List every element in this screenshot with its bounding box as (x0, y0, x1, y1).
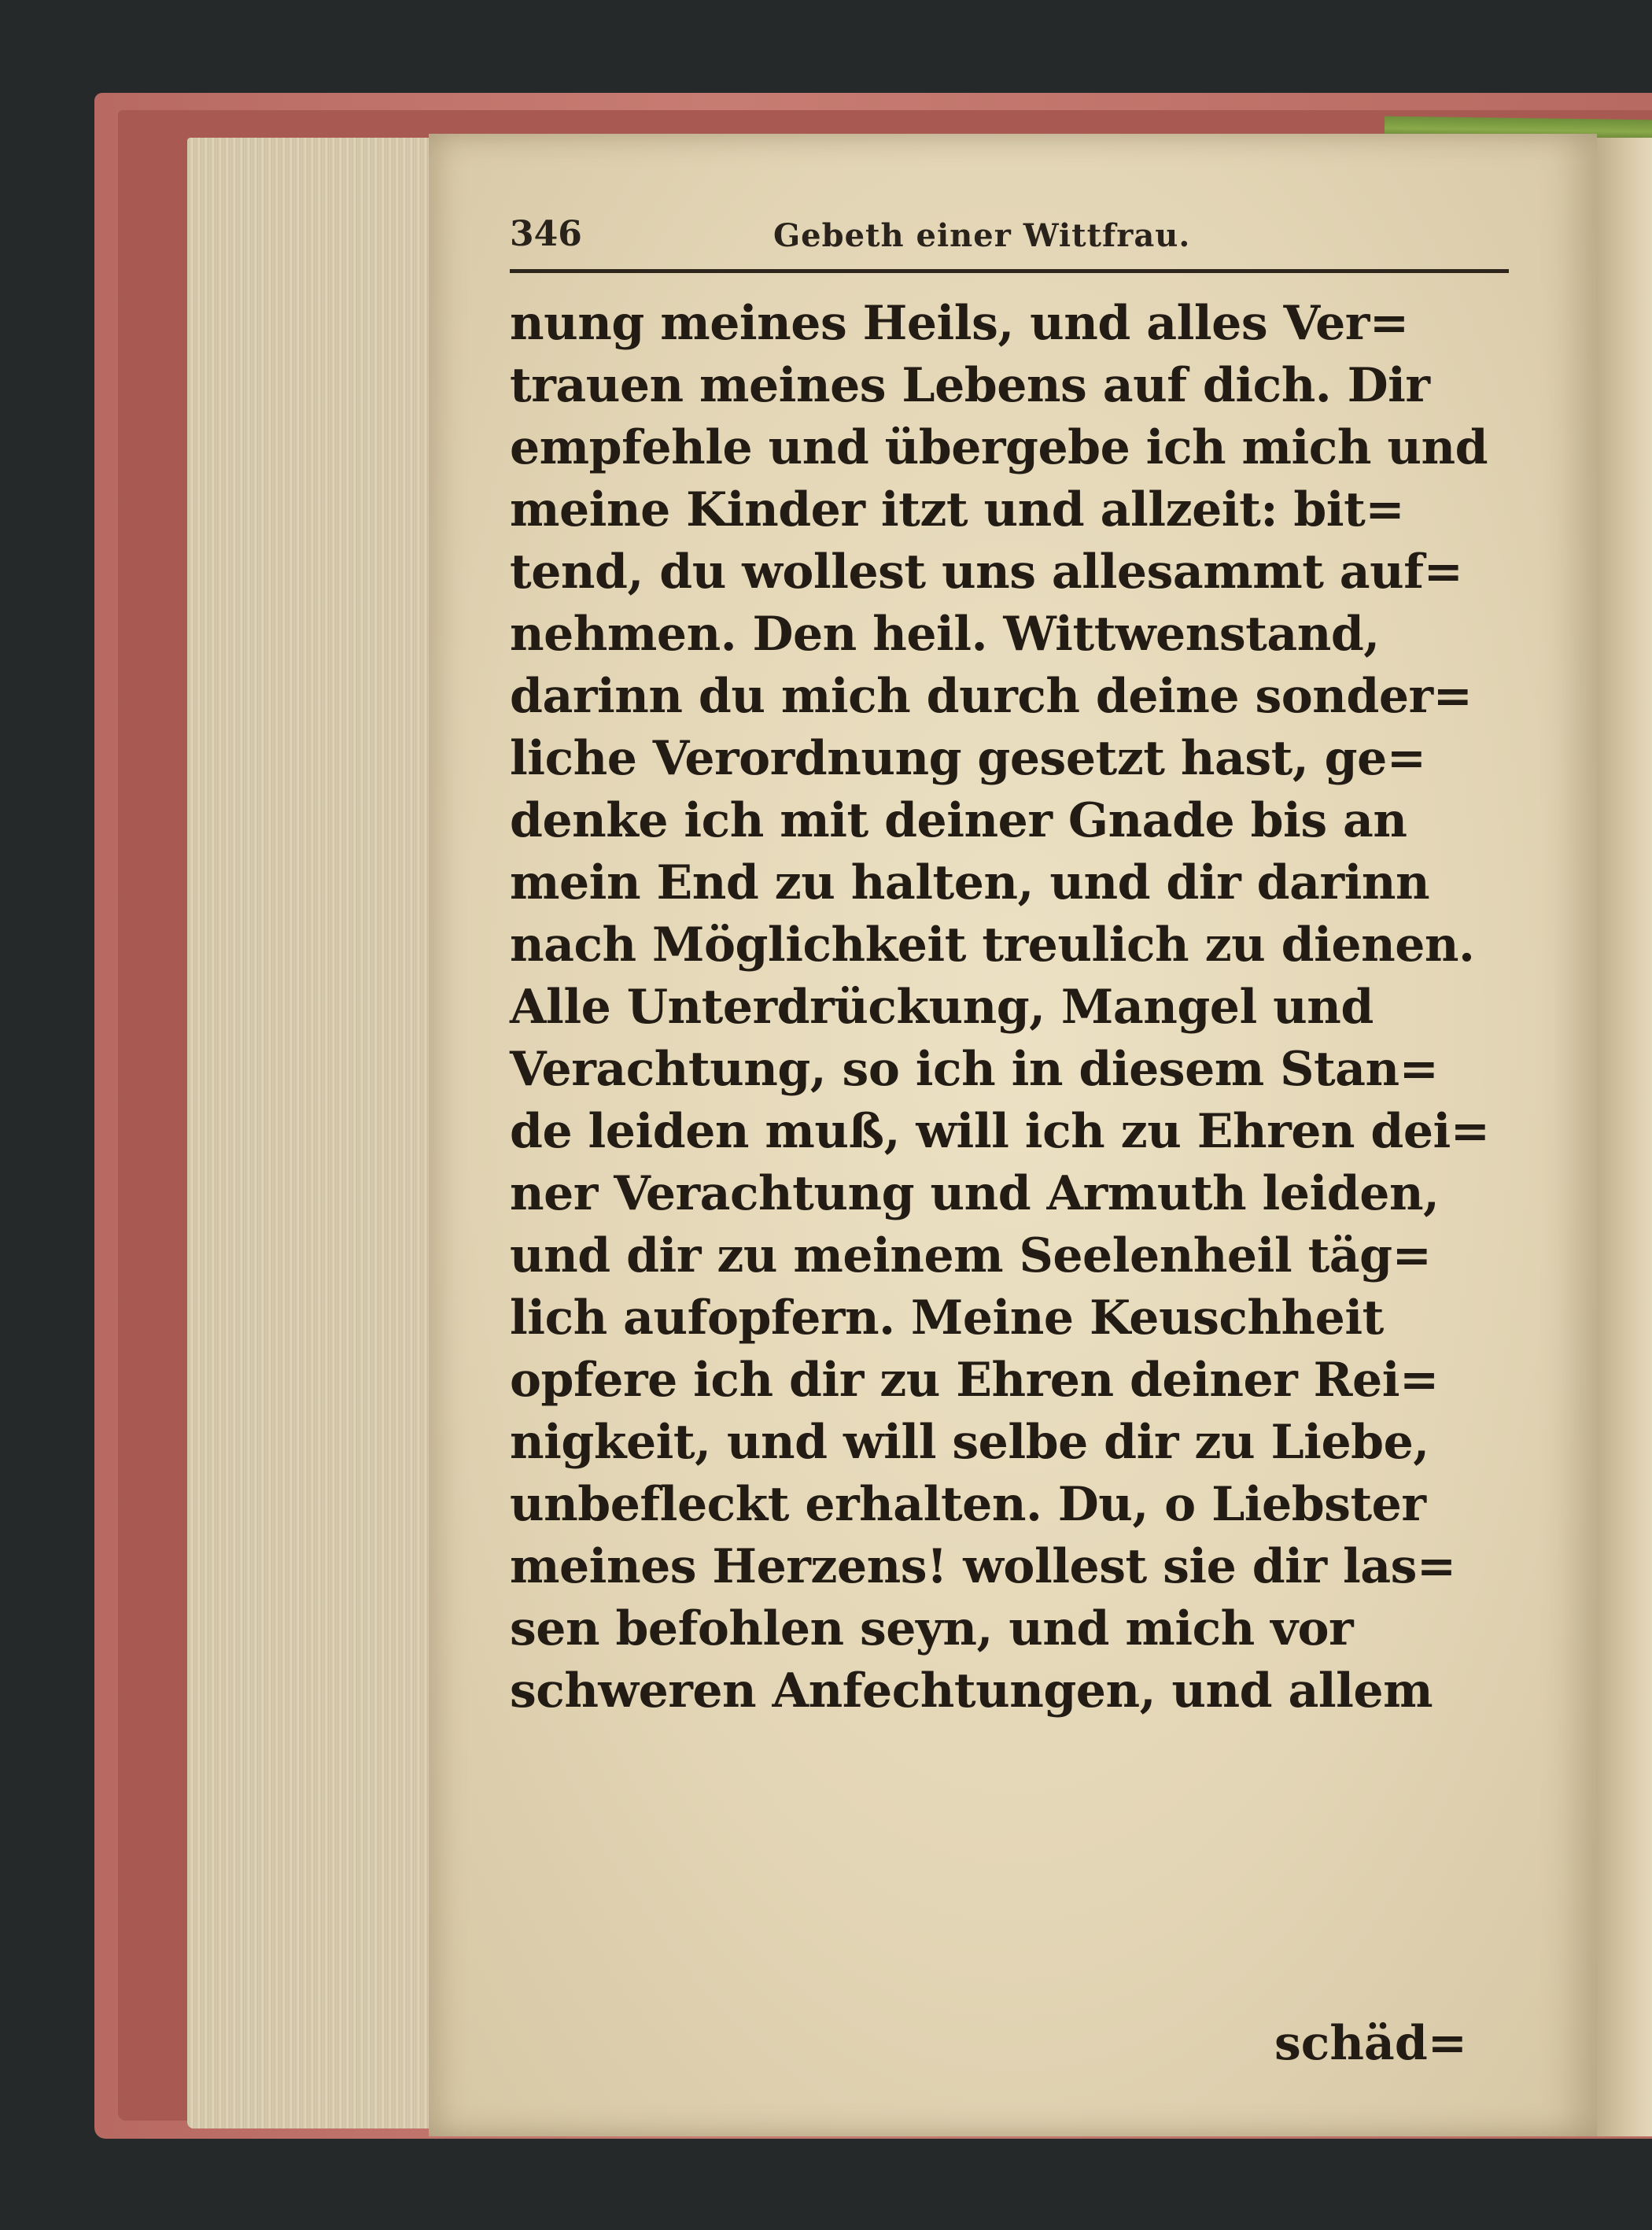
text-line: nehmen. Den heil. Wittwenstand, (510, 607, 1380, 662)
text-line: schweren Anfechtungen, und allem (510, 1663, 1433, 1719)
text-line: mein End zu halten, und dir darinn (510, 855, 1430, 910)
text-line: nach Möglichkeit treulich zu dienen. (510, 917, 1475, 973)
catchword: schäd= (1274, 2016, 1468, 2071)
text-line: trauen meines Lebens auf dich. Dir (510, 358, 1430, 413)
text-line: empfehle und übergebe ich mich und (510, 420, 1488, 475)
text-line: sen befohlen seyn, und mich vor (510, 1601, 1354, 1656)
text-line: nigkeit, und will selbe dir zu Liebe, (510, 1415, 1429, 1470)
page-number: 346 (510, 214, 582, 254)
text-line: Verachtung, so ich in diesem Stan= (510, 1042, 1439, 1097)
text-line: darinn du mich durch deine sonder= (510, 669, 1473, 724)
running-title: Gebeth einer Wittfrau. (773, 217, 1191, 254)
text-line: und dir zu meinem Seelenheil täg= (510, 1228, 1432, 1283)
text-line: meines Herzens! wollest sie dir las= (510, 1539, 1456, 1594)
body-text (510, 293, 1509, 1722)
text-line: nung meines Heils, und alles Ver= (510, 296, 1409, 351)
text-line: unbefleckt erhalten. Du, o Liebster (510, 1477, 1426, 1532)
text-line: Alle Unterdrückung, Mangel und (510, 980, 1374, 1035)
page-header (510, 214, 1499, 261)
text-line: de leiden muß, will ich zu Ehren dei= (510, 1104, 1490, 1159)
text-line: lich aufopfern. Meine Keuschheit (510, 1290, 1384, 1346)
text-line: tend, du wollest uns allesammt auf= (510, 545, 1463, 600)
header-rule (510, 269, 1509, 273)
book-gutter (1597, 138, 1652, 2136)
text-line: opfere ich dir zu Ehren deiner Rei= (510, 1353, 1439, 1408)
text-line: ner Verachtung und Armuth leiden, (510, 1166, 1440, 1221)
text-line: liche Verordnung gesetzt hast, ge= (510, 731, 1426, 786)
page-edges (187, 138, 447, 2128)
text-line: denke ich mit deiner Gnade bis an (510, 793, 1407, 848)
text-line: meine Kinder itzt und allzeit: bit= (510, 482, 1405, 537)
